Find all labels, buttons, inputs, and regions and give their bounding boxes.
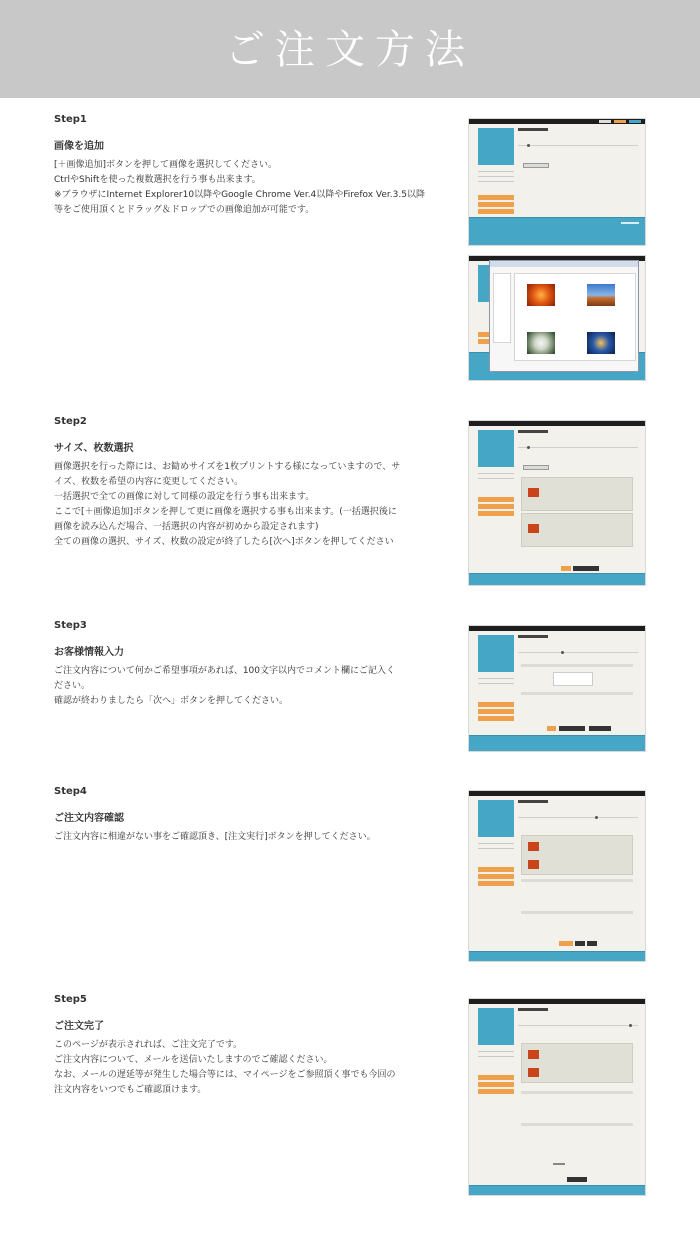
screenshot-image-thumb [528,1050,539,1059]
screenshot-sidebar-banner [478,128,514,165]
screenshot-progress-dot [629,1024,632,1027]
step-text-line: 全ての画像の選択、サイズ、枚数の設定が終了したら[次へ]ボタンを押してください [54,537,394,547]
screenshot-section-header [521,692,633,695]
screenshot-footer-line [469,951,645,952]
screenshot-footer-logo [621,222,639,224]
step-text-line: ※ブラウザにInternet Explorer10以降やGoogle Chrome Ver.4以降やFirefox Ver.3.5以降 [54,190,425,200]
screenshot-add-image-button [523,163,549,168]
screenshot-image-row [521,477,633,511]
screenshot-nav-button [614,120,626,123]
screenshot-section-header [521,664,633,667]
step-text-line: このページが表示されれば、ご注文完了です。 [54,1040,243,1050]
step-label: Step4 [54,786,87,797]
screenshot-footer-line [469,217,645,218]
screenshot-footer-line [469,1185,645,1186]
step4-screenshot-confirm [468,790,646,962]
screenshot-sidebar-menu [478,843,514,844]
screenshot-next-button [559,726,585,731]
screenshot-nav-button [599,120,611,123]
screenshot-topbar [469,421,645,426]
step1-screenshot-upload [468,118,646,246]
step-heading: お客様情報入力 [54,647,124,658]
screenshot-main-title [518,1008,548,1011]
screenshot-sidebar-menu [478,473,514,474]
file-open-dialog [489,260,639,372]
screenshot-main-title [518,635,548,638]
screenshot-sidebar-button [478,709,514,714]
step-text-line: 確認が終わりましたら「次へ」ボタンを押してください。 [54,696,289,706]
screenshot-footer [469,951,645,961]
screenshot-topbar [469,791,645,796]
step1-screenshot-file-dialog [468,255,646,381]
step-text-line: CtrlやShiftを使った複数選択を行う事も出来ます。 [54,175,261,185]
screenshot-add-image-button [523,465,549,470]
screenshot-nav-button [629,120,641,123]
screenshot-progress-bar [518,447,638,448]
screenshot-image-row [521,513,633,547]
screenshot-sidebar-button [478,702,514,707]
screenshot-edit-button [587,941,597,946]
step-text-line: ださい。 [54,681,91,691]
screenshot-section-header [521,911,633,914]
screenshot-sidebar-banner [478,1008,514,1045]
screenshot-sidebar-button [478,202,514,207]
step-text-line: ご注文内容について何かご希望事項があれば、100文字以内でコメント欄にご記入く [54,666,396,676]
step-heading: 画像を追加 [54,141,104,152]
step-5 [54,994,464,1098]
screenshot-image-thumb [528,524,539,533]
screenshot-progress-dot [527,446,530,449]
step-text-line: 画像を読み込んだ場合、一括選択の内容が初めから設定されます) [54,522,319,532]
screenshot-top-button [567,1177,587,1182]
screenshot-main-title [518,800,548,803]
step-label: Step1 [54,114,87,125]
screenshot-sidebar-button [478,511,514,516]
screenshot-sidebar-button [478,209,514,214]
screenshot-footer-line [469,573,645,574]
screenshot-progress-bar [518,1025,638,1026]
step-text-line: ここで[＋画像追加]ボタンを押して更に画像を選択する事も出来ます。(一括選択後に [54,507,397,517]
screenshot-sidebar-menu [478,181,514,182]
screenshot-sidebar-menu [478,478,514,479]
thumbnail-hydrangea-image [527,332,555,354]
step-label: Step3 [54,620,87,631]
dialog-folder-tree [493,273,511,343]
thumbnail-jellyfish-image [587,332,615,354]
step-4 [54,786,464,845]
screenshot-order-items [521,835,633,875]
screenshot-sidebar-menu [478,683,514,684]
screenshot-topbar [469,626,645,631]
screenshot-back-button [547,726,556,731]
step-label: Step2 [54,416,87,427]
screenshot-footer-line [469,735,645,736]
step-text-line: イズ、枚数を希望の内容に変更してください。 [54,477,244,487]
step-text-line: なお、メールの遅延等が発生した場合等には、マイページをご参照頂く事でも今回の [54,1070,396,1080]
screenshot-image-thumb [528,860,539,869]
screenshot-progress-dot [527,144,530,147]
step-text-line: ご注文内容に相違がない事をご確認頂き、[注文実行]ボタンを押してください。 [54,832,376,842]
screenshot-progress-bar [518,817,638,818]
screenshot-sidebar-button [478,716,514,721]
screenshot-section-header [521,1123,633,1126]
thumbnail-flower-image [527,284,555,306]
page-title: ご注文方法 [225,27,475,73]
screenshot-sidebar-button [478,504,514,509]
step-text-line: 等をご使用頂くとドラッグ＆ドロップでの画像追加が可能です。 [54,205,315,215]
screenshot-image-thumb [528,1068,539,1077]
screenshot-progress-dot [595,816,598,819]
step-heading: サイズ、枚数選択 [54,443,134,454]
screenshot-order-execute-button [559,941,573,946]
page-header [0,0,700,98]
step-heading: ご注文完了 [54,1021,104,1032]
screenshot-image-thumb [528,488,539,497]
screenshot-sidebar-button [478,867,514,872]
step-text-line: 一括選択で全ての画像に対して同様の設定を行う事も出来ます。 [54,492,315,502]
step-text-line: ご注文内容について、メールを送信いたしますのでご確認ください。 [54,1055,333,1065]
step5-screenshot-complete [468,998,646,1196]
step-text-line: 注文内容をいつでもご確認頂けます。 [54,1085,207,1095]
screenshot-sidebar-button [478,195,514,200]
step-text-line: 画像選択を行った際には、お勧めサイズを1枚プリントする様になっていますので、サ [54,462,401,472]
step-1 [54,114,464,218]
screenshot-section-header [521,879,633,882]
screenshot-sidebar-menu [478,176,514,177]
dialog-titlebar [490,261,638,267]
step-label: Step5 [54,994,87,1005]
dialog-file-pane [514,273,636,361]
step3-screenshot-customer-info [468,625,646,752]
screenshot-sidebar-menu [478,678,514,679]
screenshot-footer [469,1185,645,1195]
screenshot-main-title [518,128,548,131]
screenshot-progress-dot [561,651,564,654]
screenshot-sidebar-button [478,1089,514,1094]
screenshot-sidebar-menu [478,1051,514,1052]
step-3 [54,620,464,709]
screenshot-sidebar-banner [478,800,514,837]
screenshot-topbar [469,999,645,1004]
screenshot-next-button [573,566,599,571]
screenshot-sidebar-menu [478,848,514,849]
step-2 [54,416,464,550]
screenshot-section-header [521,1091,633,1094]
screenshot-comment-field [553,672,593,686]
screenshot-sidebar-banner [478,635,514,672]
step-text-line: [＋画像追加]ボタンを押して画像を選択してください。 [54,160,278,170]
screenshot-image-thumb [528,842,539,851]
screenshot-sidebar-button [478,497,514,502]
screenshot-footer [469,735,645,751]
screenshot-sidebar-button [478,1075,514,1080]
screenshot-main-title [518,430,548,433]
screenshot-order-items [521,1043,633,1083]
screenshot-sidebar-button [478,881,514,886]
screenshot-edit-button [589,726,611,731]
screenshot-footer [469,573,645,585]
screenshot-progress-bar [518,652,638,653]
screenshot-progress-bar [518,145,638,146]
step2-screenshot-size-select [468,420,646,586]
screenshot-sidebar-button [478,874,514,879]
screenshot-back-button [561,566,571,571]
screenshot-sidebar-button [478,1082,514,1087]
screenshot-footer [469,217,645,245]
step-heading: ご注文内容確認 [54,813,124,824]
screenshot-sidebar-menu [478,171,514,172]
screenshot-sidebar-banner [478,430,514,467]
screenshot-sidebar-menu [478,1056,514,1057]
screenshot-complete-message [553,1163,565,1165]
screenshot-back-button [575,941,585,946]
thumbnail-desert-image [587,284,615,306]
